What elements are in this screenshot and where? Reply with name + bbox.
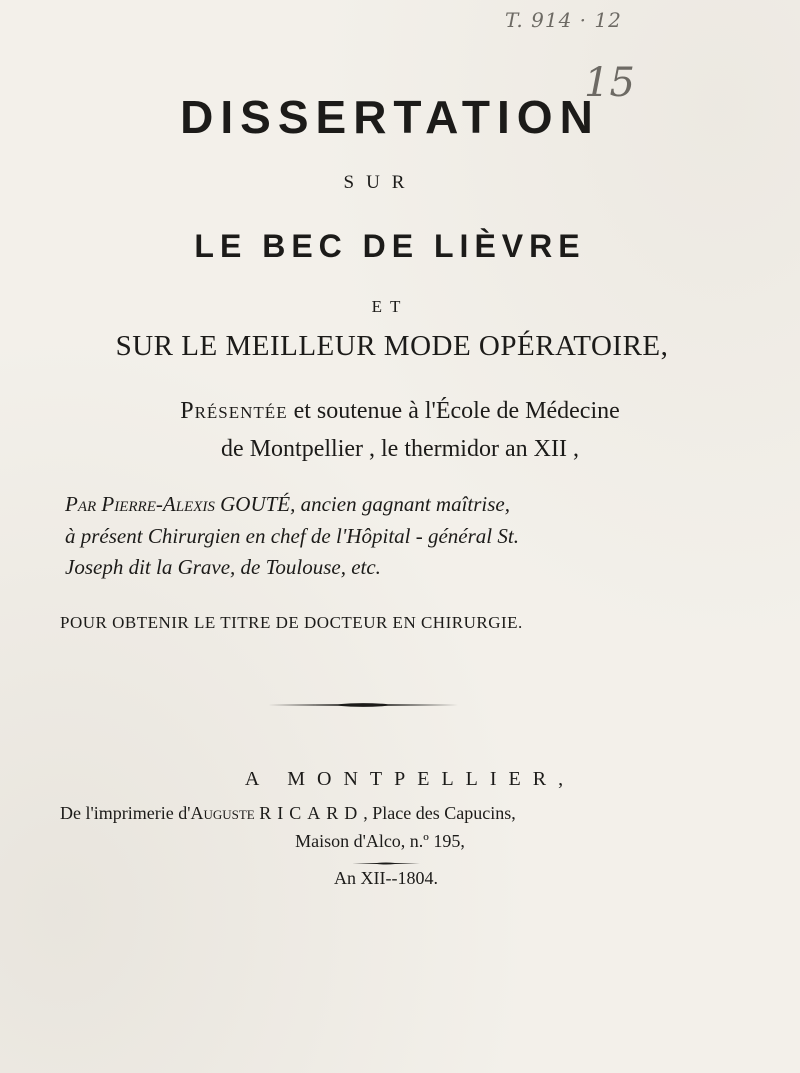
presentation-line-2: de Montpellier , le thermidor an XII , xyxy=(221,436,579,462)
printer-surname: RICARD xyxy=(259,803,364,823)
author-line-2: à présent Chirurgien en chef de l'Hôpital - général St. xyxy=(65,524,519,548)
handwritten-folio-number: 15 xyxy=(584,60,635,106)
presentation-line-1 xyxy=(0,398,800,425)
ornamental-rule xyxy=(268,702,458,708)
page-title: DISSERTATION xyxy=(180,91,600,143)
printer-firstname: Auguste xyxy=(190,803,255,823)
title-subtitle: SUR LE MEILLEUR MODE OPÉRATOIRE, xyxy=(115,330,669,362)
author-name: Par Pierre-Alexis xyxy=(65,492,215,516)
title-preposition: SUR xyxy=(343,172,417,193)
handwritten-shelfmark: T. 914 · 12 xyxy=(505,8,622,32)
imprint-printer xyxy=(60,803,780,824)
author-line-3: Joseph dit la Grave, de Toulouse, etc. xyxy=(65,555,381,579)
imprint-address: Maison d'Alco, n.º 195, xyxy=(295,831,465,851)
imprint-city: A MONTPELLIER, xyxy=(244,768,576,790)
presented-word: Présentée xyxy=(180,398,288,424)
title-subject: LE BEC DE LIÈVRE xyxy=(194,228,586,264)
printer-suffix: , Place des Capucins, xyxy=(363,803,516,823)
printer-prefix: De l'imprimerie d' xyxy=(60,803,191,823)
imprint-date: An XII--1804. xyxy=(334,868,438,888)
degree-statement: POUR OBTENIR LE TITRE DE DOCTEUR EN CHIRURGIE. xyxy=(60,613,523,632)
author-line-1 xyxy=(65,492,510,517)
author-line-1-text: GOUTÉ, ancien gagnant maîtrise, xyxy=(214,492,511,516)
short-rule xyxy=(352,862,420,865)
presentation-line-1-text: et soutenue à l'École de Médecine xyxy=(287,398,620,424)
title-conjunction: ET xyxy=(371,297,409,316)
